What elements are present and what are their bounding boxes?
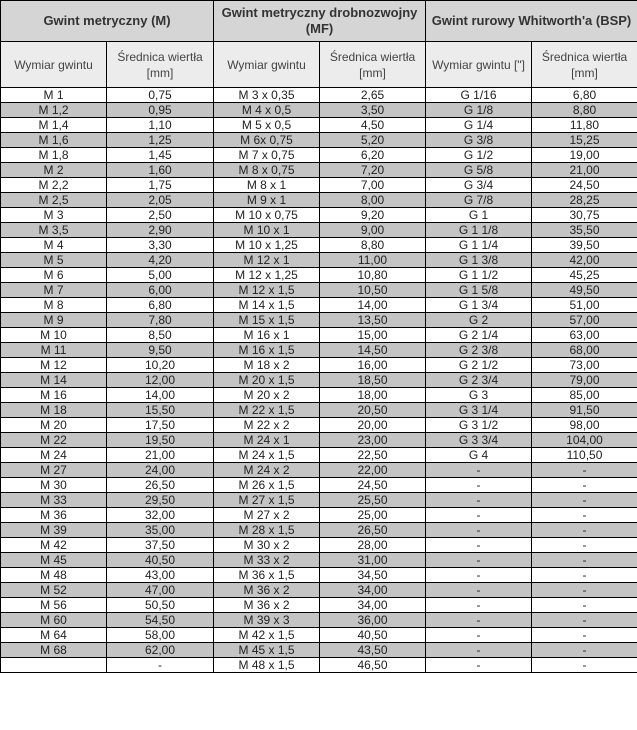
table-cell: 18,50 bbox=[320, 373, 426, 388]
table-cell: 1,45 bbox=[107, 148, 214, 163]
table-cell: M 3 bbox=[1, 208, 107, 223]
table-cell: - bbox=[426, 568, 532, 583]
table-cell: M 1,4 bbox=[1, 118, 107, 133]
table-cell: M 16 x 1 bbox=[214, 328, 320, 343]
table-cell: 40,50 bbox=[107, 553, 214, 568]
table-cell: - bbox=[426, 508, 532, 523]
table-cell: 8,80 bbox=[320, 238, 426, 253]
table-cell: 49,50 bbox=[532, 283, 637, 298]
table-cell: G 1/2 bbox=[426, 148, 532, 163]
table-cell: - bbox=[426, 628, 532, 643]
table-row bbox=[1, 358, 637, 373]
table-cell: M 7 x 0,75 bbox=[214, 148, 320, 163]
table-cell: 14,00 bbox=[107, 388, 214, 403]
table-row bbox=[1, 373, 637, 388]
table-cell: M 5 bbox=[1, 253, 107, 268]
table-cell: G 3 1/4 bbox=[426, 403, 532, 418]
table-cell: 8,50 bbox=[107, 328, 214, 343]
table-cell: M 22 x 1,5 bbox=[214, 403, 320, 418]
table-row bbox=[1, 178, 637, 193]
table-cell: 28,00 bbox=[320, 538, 426, 553]
table-row bbox=[1, 643, 637, 658]
table-cell: 1,60 bbox=[107, 163, 214, 178]
table-row bbox=[1, 658, 637, 673]
table-cell: - bbox=[532, 583, 637, 598]
table-cell: - bbox=[107, 658, 214, 673]
table-row bbox=[1, 148, 637, 163]
table-cell: 42,00 bbox=[532, 253, 637, 268]
table-cell: 0,75 bbox=[107, 88, 214, 103]
table-cell: 22,00 bbox=[320, 463, 426, 478]
table-cell: 34,50 bbox=[320, 568, 426, 583]
table-cell: 11,80 bbox=[532, 118, 637, 133]
table-cell: M 3 x 0,35 bbox=[214, 88, 320, 103]
table-cell: M 18 x 2 bbox=[214, 358, 320, 373]
table-cell: - bbox=[532, 643, 637, 658]
table-cell: 46,50 bbox=[320, 658, 426, 673]
table-row bbox=[1, 523, 637, 538]
table-cell: 7,80 bbox=[107, 313, 214, 328]
table-cell: 43,50 bbox=[320, 643, 426, 658]
table-cell: 1,25 bbox=[107, 133, 214, 148]
table-cell: 11,00 bbox=[320, 253, 426, 268]
table-cell: 16,00 bbox=[320, 358, 426, 373]
table-cell: G 2 3/8 bbox=[426, 343, 532, 358]
table-cell: 35,00 bbox=[107, 523, 214, 538]
table-cell: - bbox=[532, 553, 637, 568]
table-cell: M 56 bbox=[1, 598, 107, 613]
table-cell: M 60 bbox=[1, 613, 107, 628]
table-cell: 6,20 bbox=[320, 148, 426, 163]
table-cell: 13,50 bbox=[320, 313, 426, 328]
table-cell: 2,65 bbox=[320, 88, 426, 103]
table-cell: 3,50 bbox=[320, 103, 426, 118]
table-cell: G 4 bbox=[426, 448, 532, 463]
table-cell: M 14 bbox=[1, 373, 107, 388]
table-row bbox=[1, 388, 637, 403]
table-cell: G 1 bbox=[426, 208, 532, 223]
table-cell: M 68 bbox=[1, 643, 107, 658]
table-cell: M 1,8 bbox=[1, 148, 107, 163]
table-row bbox=[1, 238, 637, 253]
table-row bbox=[1, 313, 637, 328]
table-cell: 4,20 bbox=[107, 253, 214, 268]
table-cell: 79,00 bbox=[532, 373, 637, 388]
table-cell: - bbox=[426, 658, 532, 673]
table-cell: 39,50 bbox=[532, 238, 637, 253]
table-cell: M 12 bbox=[1, 358, 107, 373]
table-cell: 0,95 bbox=[107, 103, 214, 118]
table-cell: 18,00 bbox=[320, 388, 426, 403]
table-cell: 8,00 bbox=[320, 193, 426, 208]
table-cell: M 4 bbox=[1, 238, 107, 253]
table-cell: 104,00 bbox=[532, 433, 637, 448]
table-cell: M 2,2 bbox=[1, 178, 107, 193]
table-row bbox=[1, 538, 637, 553]
table-cell: M 15 x 1,5 bbox=[214, 313, 320, 328]
group-header-row bbox=[1, 1, 637, 42]
table-cell: 2,90 bbox=[107, 223, 214, 238]
table-cell: 1,10 bbox=[107, 118, 214, 133]
column-header: Średnica wiertła [mm] bbox=[320, 42, 426, 88]
table-cell: M 12 x 1 bbox=[214, 253, 320, 268]
table-cell: 26,50 bbox=[107, 478, 214, 493]
table-cell: M 33 x 2 bbox=[214, 553, 320, 568]
table-cell: G 1 1/4 bbox=[426, 238, 532, 253]
table-cell: 19,50 bbox=[107, 433, 214, 448]
table-cell: 4,50 bbox=[320, 118, 426, 133]
table-cell: - bbox=[532, 508, 637, 523]
table-cell: 34,00 bbox=[320, 583, 426, 598]
table-cell: M 8 x 1 bbox=[214, 178, 320, 193]
table-row bbox=[1, 253, 637, 268]
table-cell: 6,80 bbox=[107, 298, 214, 313]
table-cell: 7,00 bbox=[320, 178, 426, 193]
table-cell: - bbox=[532, 493, 637, 508]
table-cell: M 20 x 1,5 bbox=[214, 373, 320, 388]
table-cell: G 2 3/4 bbox=[426, 373, 532, 388]
table-cell: - bbox=[532, 658, 637, 673]
table-cell: 24,50 bbox=[320, 478, 426, 493]
column-header: Wymiar gwintu ["] bbox=[426, 42, 532, 88]
table-cell: 43,00 bbox=[107, 568, 214, 583]
table-cell: M 27 x 2 bbox=[214, 508, 320, 523]
table-cell: M 39 bbox=[1, 523, 107, 538]
table-cell: 21,00 bbox=[107, 448, 214, 463]
table-cell: M 24 bbox=[1, 448, 107, 463]
table-cell: - bbox=[426, 493, 532, 508]
table-cell: G 1 3/4 bbox=[426, 298, 532, 313]
table-row bbox=[1, 613, 637, 628]
table-body bbox=[1, 88, 637, 673]
table-cell: - bbox=[426, 553, 532, 568]
table-cell: - bbox=[426, 538, 532, 553]
table-cell: M 1,6 bbox=[1, 133, 107, 148]
table-cell bbox=[1, 658, 107, 673]
table-cell: G 3 bbox=[426, 388, 532, 403]
table-row bbox=[1, 508, 637, 523]
table-cell: M 26 x 1,5 bbox=[214, 478, 320, 493]
table-cell: 8,80 bbox=[532, 103, 637, 118]
table-cell: M 4 x 0,5 bbox=[214, 103, 320, 118]
table-cell: M 8 bbox=[1, 298, 107, 313]
table-cell: M 36 x 1,5 bbox=[214, 568, 320, 583]
table-cell: 23,00 bbox=[320, 433, 426, 448]
table-cell: M 3,5 bbox=[1, 223, 107, 238]
table-cell: 15,25 bbox=[532, 133, 637, 148]
table-cell: M 11 bbox=[1, 343, 107, 358]
table-row bbox=[1, 463, 637, 478]
table-cell: M 6 bbox=[1, 268, 107, 283]
table-cell: 10,20 bbox=[107, 358, 214, 373]
table-cell: M 1,2 bbox=[1, 103, 107, 118]
table-cell: 29,50 bbox=[107, 493, 214, 508]
table-cell: M 42 bbox=[1, 538, 107, 553]
table-cell: 26,50 bbox=[320, 523, 426, 538]
table-cell: 19,00 bbox=[532, 148, 637, 163]
table-cell: G 1 1/8 bbox=[426, 223, 532, 238]
table-cell: 2,05 bbox=[107, 193, 214, 208]
table-row bbox=[1, 163, 637, 178]
table-cell: - bbox=[532, 523, 637, 538]
table-cell: M 24 x 2 bbox=[214, 463, 320, 478]
table-cell: M 7 bbox=[1, 283, 107, 298]
table-cell: 9,20 bbox=[320, 208, 426, 223]
table-cell: - bbox=[426, 478, 532, 493]
table-cell: 68,00 bbox=[532, 343, 637, 358]
column-header: Wymiar gwintu bbox=[214, 42, 320, 88]
table-cell: M 52 bbox=[1, 583, 107, 598]
table-cell: 110,50 bbox=[532, 448, 637, 463]
table-cell: - bbox=[426, 598, 532, 613]
table-row bbox=[1, 478, 637, 493]
table-cell: 6,80 bbox=[532, 88, 637, 103]
table-cell: G 3/8 bbox=[426, 133, 532, 148]
table-row bbox=[1, 433, 637, 448]
table-cell: - bbox=[532, 628, 637, 643]
table-cell: M 12 x 1,25 bbox=[214, 268, 320, 283]
table-cell: 24,00 bbox=[107, 463, 214, 478]
table-row bbox=[1, 118, 637, 133]
table-cell: 91,50 bbox=[532, 403, 637, 418]
table-row bbox=[1, 343, 637, 358]
table-cell: - bbox=[532, 568, 637, 583]
table-cell: M 64 bbox=[1, 628, 107, 643]
table-cell: - bbox=[532, 463, 637, 478]
table-cell: M 39 x 3 bbox=[214, 613, 320, 628]
table-cell: 10,80 bbox=[320, 268, 426, 283]
table-cell: G 1/8 bbox=[426, 103, 532, 118]
table-row bbox=[1, 133, 637, 148]
table-cell: 32,00 bbox=[107, 508, 214, 523]
table-cell: 24,50 bbox=[532, 178, 637, 193]
table-cell: M 16 bbox=[1, 388, 107, 403]
bsp-thread-header: Gwint rurowy Whitworth'a (BSP) bbox=[426, 1, 637, 42]
table-cell: M 14 x 1,5 bbox=[214, 298, 320, 313]
table-cell: M 10 x 1,25 bbox=[214, 238, 320, 253]
table-cell: 45,25 bbox=[532, 268, 637, 283]
table-cell: M 27 bbox=[1, 463, 107, 478]
table-cell: M 28 x 1,5 bbox=[214, 523, 320, 538]
table-cell: G 7/8 bbox=[426, 193, 532, 208]
table-cell: M 10 x 0,75 bbox=[214, 208, 320, 223]
table-cell: G 3 1/2 bbox=[426, 418, 532, 433]
table-cell: - bbox=[426, 523, 532, 538]
table-cell: 30,75 bbox=[532, 208, 637, 223]
table-cell: - bbox=[532, 538, 637, 553]
table-row bbox=[1, 298, 637, 313]
table-cell: G 5/8 bbox=[426, 163, 532, 178]
table-cell: - bbox=[426, 463, 532, 478]
table-cell: M 33 bbox=[1, 493, 107, 508]
table-cell: 3,30 bbox=[107, 238, 214, 253]
table-cell: M 36 x 2 bbox=[214, 598, 320, 613]
table-cell: M 48 x 1,5 bbox=[214, 658, 320, 673]
table-cell: - bbox=[532, 478, 637, 493]
table-cell: 31,00 bbox=[320, 553, 426, 568]
table-cell: M 8 x 0,75 bbox=[214, 163, 320, 178]
column-header: Średnica wiertła [mm] bbox=[532, 42, 637, 88]
table-cell: M 2,5 bbox=[1, 193, 107, 208]
table-cell: - bbox=[532, 598, 637, 613]
table-cell: 73,00 bbox=[532, 358, 637, 373]
table-cell: M 2 bbox=[1, 163, 107, 178]
table-row bbox=[1, 103, 637, 118]
table-cell: 98,00 bbox=[532, 418, 637, 433]
table-cell: 7,20 bbox=[320, 163, 426, 178]
table-row bbox=[1, 598, 637, 613]
table-row bbox=[1, 193, 637, 208]
table-row bbox=[1, 568, 637, 583]
table-cell: G 2 1/4 bbox=[426, 328, 532, 343]
table-cell: - bbox=[426, 613, 532, 628]
table-cell: 9,00 bbox=[320, 223, 426, 238]
table-cell: - bbox=[532, 613, 637, 628]
table-cell: 17,50 bbox=[107, 418, 214, 433]
table-cell: M 18 bbox=[1, 403, 107, 418]
table-cell: M 6x 0,75 bbox=[214, 133, 320, 148]
table-cell: G 2 1/2 bbox=[426, 358, 532, 373]
table-cell: M 30 x 2 bbox=[214, 538, 320, 553]
table-row bbox=[1, 328, 637, 343]
table-cell: 6,00 bbox=[107, 283, 214, 298]
table-cell: M 24 x 1 bbox=[214, 433, 320, 448]
table-row bbox=[1, 268, 637, 283]
table-cell: 35,50 bbox=[532, 223, 637, 238]
table-cell: 51,00 bbox=[532, 298, 637, 313]
table-cell: 58,00 bbox=[107, 628, 214, 643]
table-cell: G 3/4 bbox=[426, 178, 532, 193]
table-cell: M 30 bbox=[1, 478, 107, 493]
metric-thread-header: Gwint metryczny (M) bbox=[1, 1, 214, 42]
table-cell: M 22 bbox=[1, 433, 107, 448]
table-cell: 36,00 bbox=[320, 613, 426, 628]
table-cell: M 10 x 1 bbox=[214, 223, 320, 238]
table-cell: M 20 x 2 bbox=[214, 388, 320, 403]
table-row bbox=[1, 418, 637, 433]
table-row bbox=[1, 493, 637, 508]
table-cell: 20,50 bbox=[320, 403, 426, 418]
table-cell: G 1 3/8 bbox=[426, 253, 532, 268]
table-cell: M 48 bbox=[1, 568, 107, 583]
table-cell: M 5 x 0,5 bbox=[214, 118, 320, 133]
table-cell: 25,00 bbox=[320, 508, 426, 523]
table-cell: - bbox=[426, 583, 532, 598]
table-cell: 20,00 bbox=[320, 418, 426, 433]
table-cell: G 2 bbox=[426, 313, 532, 328]
table-cell: 63,00 bbox=[532, 328, 637, 343]
table-row bbox=[1, 583, 637, 598]
table-cell: M 20 bbox=[1, 418, 107, 433]
table-cell: 28,25 bbox=[532, 193, 637, 208]
table-cell: 2,50 bbox=[107, 208, 214, 223]
table-cell: M 27 x 1,5 bbox=[214, 493, 320, 508]
table-cell: M 9 bbox=[1, 313, 107, 328]
table-cell: 62,00 bbox=[107, 643, 214, 658]
table-cell: 14,50 bbox=[320, 343, 426, 358]
table-cell: M 1 bbox=[1, 88, 107, 103]
table-cell: 37,50 bbox=[107, 538, 214, 553]
table-cell: 9,50 bbox=[107, 343, 214, 358]
column-header: Wymiar gwintu bbox=[1, 42, 107, 88]
table-row bbox=[1, 208, 637, 223]
table-cell: 21,00 bbox=[532, 163, 637, 178]
table-cell: 15,00 bbox=[320, 328, 426, 343]
table-cell: M 45 x 1,5 bbox=[214, 643, 320, 658]
table-cell: 14,00 bbox=[320, 298, 426, 313]
table-cell: G 1 5/8 bbox=[426, 283, 532, 298]
table-cell: 57,00 bbox=[532, 313, 637, 328]
table-row bbox=[1, 223, 637, 238]
table-cell: 50,50 bbox=[107, 598, 214, 613]
table-cell: - bbox=[426, 643, 532, 658]
table-cell: G 1/4 bbox=[426, 118, 532, 133]
table-cell: M 36 bbox=[1, 508, 107, 523]
table-cell: M 9 x 1 bbox=[214, 193, 320, 208]
table-cell: M 12 x 1,5 bbox=[214, 283, 320, 298]
table-cell: G 1 1/2 bbox=[426, 268, 532, 283]
table-cell: G 1/16 bbox=[426, 88, 532, 103]
table-row bbox=[1, 448, 637, 463]
table-cell: G 3 3/4 bbox=[426, 433, 532, 448]
table-cell: 34,00 bbox=[320, 598, 426, 613]
table-cell: 25,50 bbox=[320, 493, 426, 508]
table-cell: M 10 bbox=[1, 328, 107, 343]
table-cell: 10,50 bbox=[320, 283, 426, 298]
table-cell: 5,20 bbox=[320, 133, 426, 148]
table-cell: 54,50 bbox=[107, 613, 214, 628]
table-cell: 85,00 bbox=[532, 388, 637, 403]
table-cell: 5,00 bbox=[107, 268, 214, 283]
table-cell: 47,00 bbox=[107, 583, 214, 598]
table-cell: M 22 x 2 bbox=[214, 418, 320, 433]
table-cell: M 16 x 1,5 bbox=[214, 343, 320, 358]
column-header: Średnica wiertła [mm] bbox=[107, 42, 214, 88]
table-row bbox=[1, 628, 637, 643]
column-header-row bbox=[1, 42, 637, 88]
table-row bbox=[1, 283, 637, 298]
table-cell: M 36 x 2 bbox=[214, 583, 320, 598]
table-cell: M 42 x 1,5 bbox=[214, 628, 320, 643]
table-cell: 15,50 bbox=[107, 403, 214, 418]
table-row bbox=[1, 88, 637, 103]
metric-fine-thread-header: Gwint metryczny drobnozwojny (MF) bbox=[214, 1, 426, 42]
table-cell: 40,50 bbox=[320, 628, 426, 643]
table-cell: 22,50 bbox=[320, 448, 426, 463]
table-cell: M 45 bbox=[1, 553, 107, 568]
table-row bbox=[1, 403, 637, 418]
table-cell: 12,00 bbox=[107, 373, 214, 388]
table-cell: 1,75 bbox=[107, 178, 214, 193]
table-row bbox=[1, 553, 637, 568]
table-cell: M 24 x 1,5 bbox=[214, 448, 320, 463]
